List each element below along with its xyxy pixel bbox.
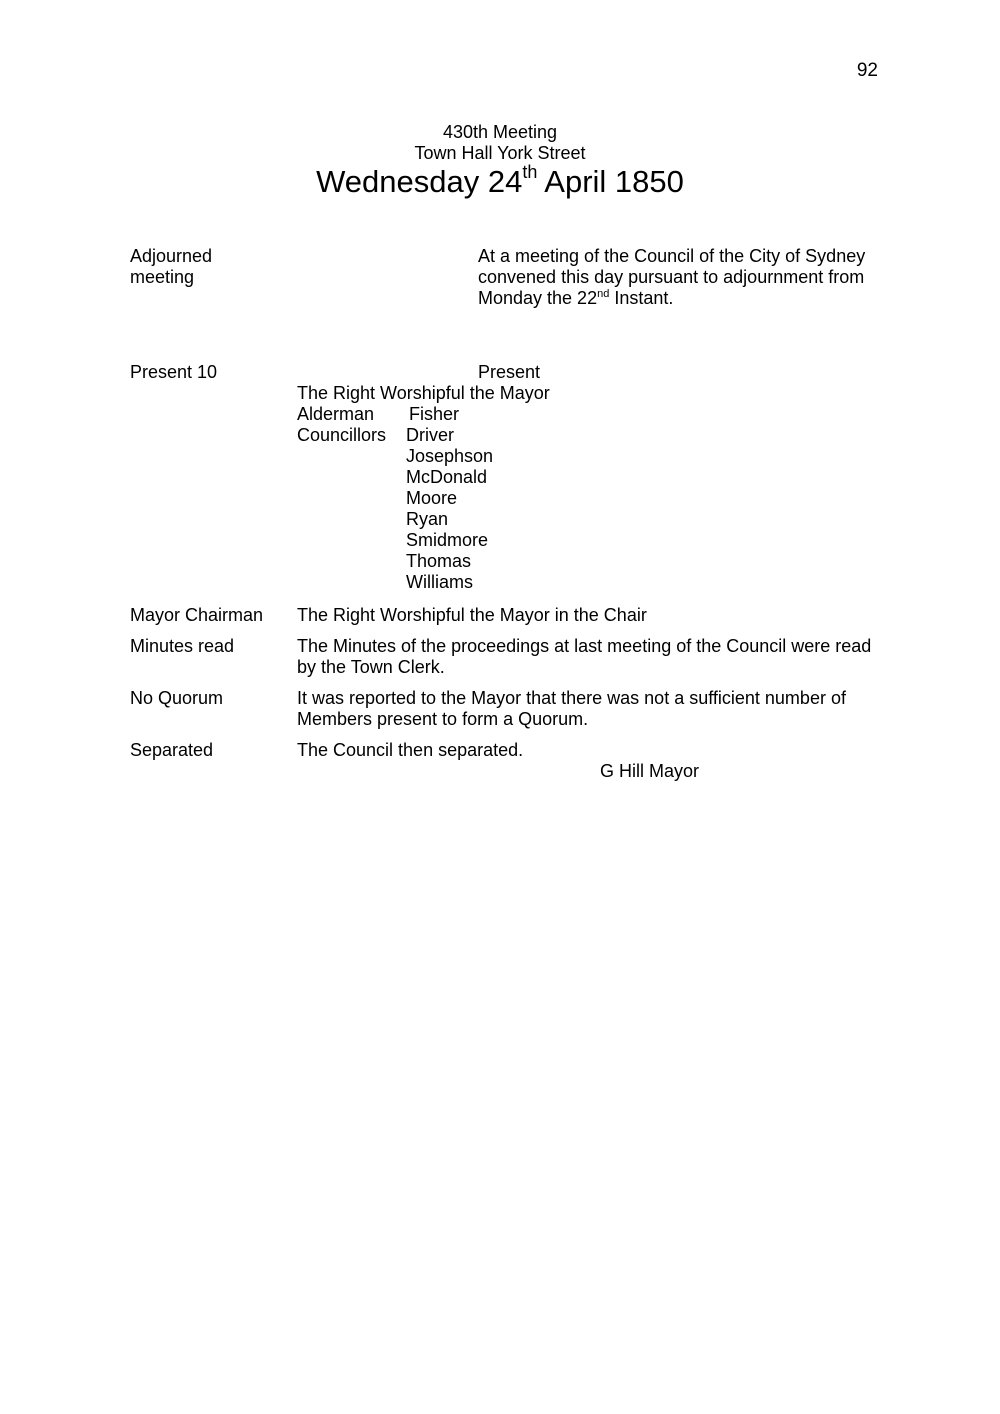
entry-margin-no-quorum: No Quorum xyxy=(130,688,224,708)
entry-text-separated xyxy=(297,740,523,761)
intro-date-suffix: nd xyxy=(597,288,610,300)
intro-instant-text: Instant. xyxy=(609,288,674,308)
councillor-name: Thomas xyxy=(406,551,472,571)
date-day: Wednesday 24 xyxy=(316,164,523,199)
councillors-list xyxy=(406,425,493,593)
meeting-number: 430th Meeting xyxy=(442,122,558,142)
entry-margin-mayor-chairman: Mayor Chairman xyxy=(130,605,264,625)
present-margin-note: Present 10 xyxy=(130,362,218,382)
councillor-name: Moore xyxy=(406,488,458,508)
alderman-label: Alderman xyxy=(297,404,375,424)
councillor-name: Smidmore xyxy=(406,530,489,550)
margin-note-line: Adjourned xyxy=(130,246,213,266)
entry-line: Members present to form a Quorum. xyxy=(297,709,589,729)
councillor-name: McDonald xyxy=(406,467,488,487)
date-suffix: th xyxy=(522,162,538,182)
councillor-name: Driver xyxy=(406,425,454,445)
mayor-signature: G Hill Mayor xyxy=(600,761,700,781)
intro-line: At a meeting of the Council of the City of Sydney xyxy=(478,246,866,266)
meeting-venue: Town Hall York Street xyxy=(414,143,586,163)
councillor-name: Josephson xyxy=(406,446,494,466)
meeting-date xyxy=(0,164,1000,200)
entry-line: The Right Worshipful the Mayor in the Chair xyxy=(297,605,647,625)
present-heading: Present xyxy=(478,362,541,382)
margin-note-line: meeting xyxy=(130,267,195,287)
mayor-line: The Right Worshipful the Mayor xyxy=(297,383,550,403)
councillor-name: Ryan xyxy=(406,509,449,529)
page-number: 92 xyxy=(856,60,878,81)
date-rest: April 1850 xyxy=(537,164,684,199)
intro-paragraph xyxy=(478,246,865,309)
entry-margin-minutes-read: Minutes read xyxy=(130,636,235,656)
entry-line: The Council then separated. xyxy=(297,740,524,760)
intro-line xyxy=(478,288,865,309)
entry-line: It was reported to the Mayor that there was not a sufficient number of xyxy=(297,688,846,708)
entry-line: The Minutes of the proceedings at last meeting of the Council were read xyxy=(297,636,872,656)
intro-margin-note xyxy=(130,246,212,288)
entry-text-mayor-chairman xyxy=(297,605,647,626)
entry-text-minutes-read xyxy=(297,636,871,678)
entry-margin-separated: Separated xyxy=(130,740,214,760)
councillors-label: Councillors xyxy=(297,425,387,445)
entry-text-no-quorum xyxy=(297,688,846,730)
alderman-name: Fisher xyxy=(409,404,460,424)
intro-line: convened this day pursuant to adjournment from xyxy=(478,267,865,287)
entry-line: by the Town Clerk. xyxy=(297,657,445,677)
councillor-name: Williams xyxy=(406,572,473,592)
intro-date-text: Monday the 22 xyxy=(478,288,598,308)
